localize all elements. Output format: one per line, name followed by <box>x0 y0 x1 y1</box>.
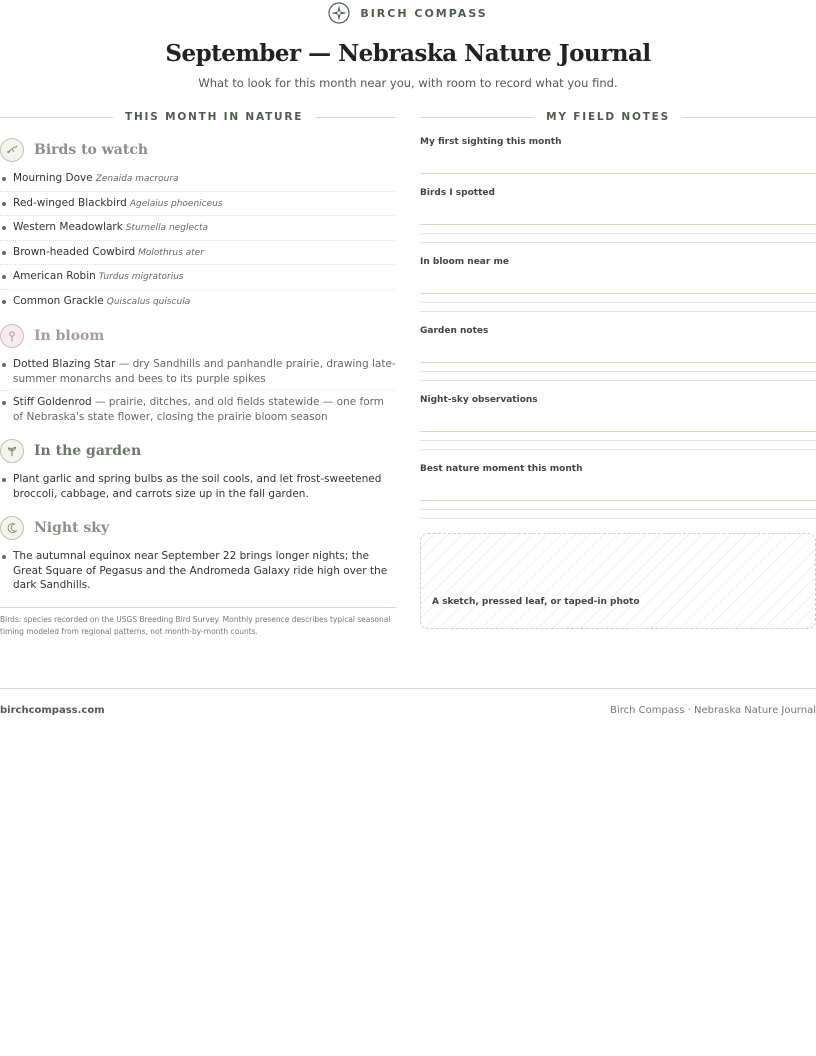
list-item <box>0 391 396 428</box>
list-item <box>0 192 396 217</box>
writing-line[interactable] <box>420 311 816 312</box>
garden-list <box>0 468 396 505</box>
plant-name: Stiff Goldenrod <box>13 396 92 408</box>
garden-section-title: In the garden <box>34 443 142 459</box>
writing-line[interactable] <box>420 242 816 243</box>
field-garden-notes[interactable] <box>420 326 816 381</box>
footer-credit: Birch Compass · Nebraska Nature Journal <box>610 705 816 716</box>
list-item <box>0 265 396 290</box>
writing-line[interactable] <box>420 518 816 519</box>
field-in-bloom[interactable] <box>420 257 816 312</box>
footnote: Birds: species recorded on the USGS Breeding Bird Survey. Monthly presence describes typical seasonal timing modeled from regional patterns, not month-by-month counts. <box>0 607 396 639</box>
sketch-box[interactable] <box>420 533 816 629</box>
bird-name: Western Meadowlark <box>13 221 123 233</box>
bird-scientific-name: Turdus migratorius <box>98 272 184 282</box>
compass-icon <box>328 2 350 24</box>
field-best-moment[interactable] <box>420 464 816 519</box>
list-item <box>0 290 396 314</box>
field-label: Garden notes <box>420 326 489 336</box>
field-label: My first sighting this month <box>420 137 562 147</box>
field-label: Best nature moment this month <box>420 464 583 474</box>
sketch-label: A sketch, pressed leaf, or taped-in photo <box>432 597 640 607</box>
bird-scientific-name: Agelaius phoeniceus <box>129 198 223 209</box>
writing-line[interactable] <box>420 173 816 174</box>
bird-scientific-name: Quiscalus quiscula <box>106 296 191 307</box>
sky-section-header <box>0 515 396 541</box>
plant-description: — dry Sandhills and panhandle prairie, drawing late-summer monarchs and bees to its purple spikes <box>13 358 396 385</box>
footer-divider <box>0 688 816 689</box>
writing-line[interactable] <box>420 293 816 294</box>
birds-section-title: Birds to watch <box>34 142 149 158</box>
bloom-section-header <box>0 323 396 349</box>
sprout-icon <box>0 439 24 463</box>
writing-line[interactable] <box>420 449 816 450</box>
divider <box>315 117 396 118</box>
list-item <box>0 216 396 241</box>
sky-section <box>0 515 396 597</box>
writing-line[interactable] <box>420 380 816 381</box>
list-item <box>0 167 396 192</box>
bird-name: Common Grackle <box>13 294 104 307</box>
bird-scientific-name: Sturnella neglecta <box>125 223 209 233</box>
bird-scientific-name: Zenaida macroura <box>95 174 179 184</box>
bird-icon <box>0 138 24 162</box>
list-item <box>0 353 396 391</box>
bird-name: Brown-headed Cowbird <box>13 245 136 258</box>
writing-line[interactable] <box>420 509 816 510</box>
field-notes-heading-label: MY FIELD NOTES <box>546 111 670 123</box>
garden-section-header <box>0 438 396 464</box>
writing-line[interactable] <box>420 431 816 432</box>
divider <box>420 117 534 118</box>
writing-line[interactable] <box>420 362 816 363</box>
page-title: September — Nebraska Nature Journal <box>165 40 651 67</box>
field-birds-spotted[interactable] <box>420 188 816 243</box>
birds-section <box>0 137 396 313</box>
sky-list <box>0 545 396 597</box>
footer-site-link[interactable]: birchcompass.com <box>0 705 105 716</box>
bird-name: Mourning Dove <box>13 172 93 184</box>
divider <box>0 117 113 118</box>
writing-line[interactable] <box>420 371 816 372</box>
writing-line[interactable] <box>420 233 816 234</box>
bird-scientific-name: Molothrus ater <box>138 247 204 258</box>
field-night-sky[interactable] <box>420 395 816 450</box>
field-first-sighting[interactable] <box>420 137 816 174</box>
nature-heading-label: THIS MONTH IN NATURE <box>125 111 304 123</box>
list-item <box>0 241 396 266</box>
writing-lines[interactable] <box>420 224 816 243</box>
writing-lines[interactable] <box>420 362 816 381</box>
field-label: In bloom near me <box>420 257 509 267</box>
brand-header <box>0 2 816 24</box>
bird-name: American Robin <box>13 270 96 282</box>
writing-line[interactable] <box>420 224 816 225</box>
writing-lines[interactable] <box>420 431 816 450</box>
field-notes-heading <box>420 109 816 125</box>
writing-lines[interactable] <box>420 293 816 312</box>
bloom-section-title: In bloom <box>34 328 105 344</box>
writing-line[interactable] <box>420 302 816 303</box>
field-label: Birds I spotted <box>420 188 495 198</box>
divider <box>682 117 816 118</box>
page-subtitle: What to look for this month near you, with room to record what you find. <box>198 76 618 90</box>
bird-name: Red-winged Blackbird <box>13 196 127 209</box>
writing-lines[interactable] <box>420 500 816 519</box>
writing-line[interactable] <box>420 440 816 441</box>
plant-description: — prairie, ditches, and old fields statewide — one form of Nebraska's state flower, closing the prairie bloom season <box>13 396 384 423</box>
sky-section-title: Night sky <box>34 520 110 536</box>
nature-column-heading <box>0 109 396 125</box>
bloom-list <box>0 353 396 428</box>
list-item: Plant garlic and spring bulbs as the soil cools, and let frost-sweetened broccoli, cabbage, and carrots size up in the fall garden. <box>0 468 396 505</box>
moon-icon <box>0 516 24 540</box>
flower-icon <box>0 324 24 348</box>
garden-section <box>0 438 396 505</box>
field-notes-column <box>420 109 816 629</box>
plant-name: Dotted Blazing Star <box>13 358 116 370</box>
birds-section-header <box>0 137 396 163</box>
field-label: Night-sky observations <box>420 395 538 405</box>
writing-line[interactable] <box>420 500 816 501</box>
nature-column <box>0 109 396 639</box>
writing-lines[interactable] <box>420 173 816 174</box>
bloom-section <box>0 323 396 428</box>
brand-name: BIRCH COMPASS <box>360 6 488 20</box>
list-item: The autumnal equinox near September 22 brings longer nights; the Great Square of Pegasus and the Andromeda Galaxy ride high over the dark Sandhills. <box>0 545 396 597</box>
birds-list <box>0 167 396 313</box>
